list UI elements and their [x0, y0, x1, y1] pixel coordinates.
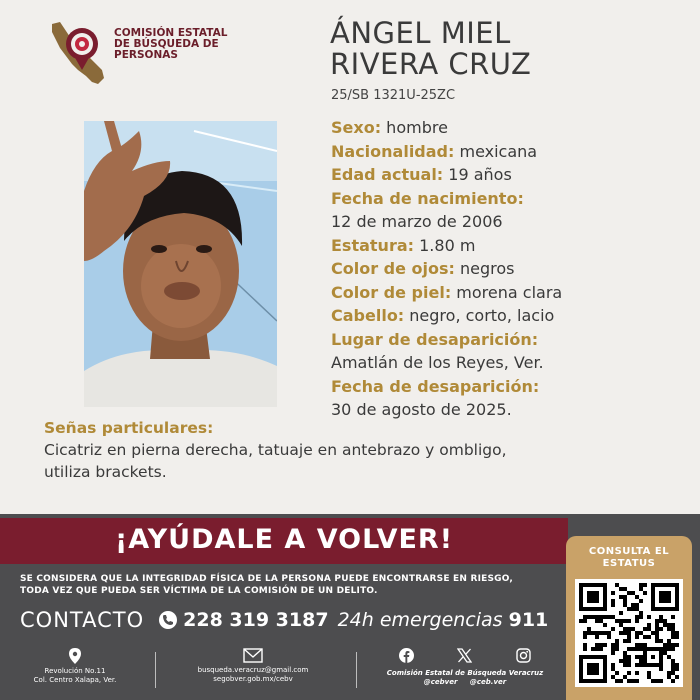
social-icons [380, 648, 550, 666]
location-pin-icon [69, 648, 81, 664]
contact-label: CONTACTO [20, 608, 145, 632]
case-code: 25/SB 1321U-25ZC [331, 88, 456, 103]
detail-label: Cabello: [331, 306, 405, 325]
person-photo [84, 121, 277, 407]
contact-phone[interactable]: 228 319 3187 [183, 609, 329, 631]
detail-label: Fecha de desaparición: [331, 376, 540, 396]
detail-value: negro, corto, lacio [404, 306, 555, 325]
detail-label: Sexo: [331, 118, 382, 137]
risk-warning-line: TODA VEZ QUE PUEDA SER VÍCTIMA DE LA COMISIÓN DE UN DELITO. [20, 586, 378, 596]
social-handle[interactable]: @ceb.ver [469, 678, 507, 686]
risk-warning [20, 573, 560, 597]
detail-value: 19 años [443, 165, 512, 184]
distinguishing-marks-text: Cicatriz en pierna derecha, tatuaje en antebrazo y ombligo, [44, 441, 507, 459]
social-handles [380, 678, 550, 687]
footer-info [0, 648, 565, 696]
detail-value: morena clara [451, 282, 563, 302]
distinguishing-marks-text: utiliza brackets. [44, 463, 167, 481]
instagram-icon[interactable] [516, 648, 531, 663]
x-icon[interactable] [457, 648, 472, 663]
emergency-text: 24h emergencias [337, 609, 503, 631]
person-name [330, 18, 531, 80]
qr-code-image[interactable] [579, 583, 679, 683]
social-block [380, 648, 550, 687]
email-link[interactable]: busqueda.veracruz@gmail.com [197, 666, 309, 674]
detail-value: Amatlán de los Reyes, Ver. [331, 353, 544, 372]
detail-value: 1.80 m [414, 235, 476, 255]
detail-label: Edad actual: [331, 165, 444, 184]
detail-value: negros [454, 259, 515, 278]
envelope-icon [243, 648, 263, 663]
footer-divider [356, 652, 357, 688]
org-name-line: DE BÚSQUEDA DE [114, 38, 219, 50]
facebook-icon[interactable] [399, 648, 414, 663]
contact-row [20, 608, 565, 632]
social-name: Comisión Estatal de Búsqueda Veracruz [386, 669, 544, 677]
detail-value: mexicana [454, 141, 538, 161]
detail-line [331, 234, 691, 258]
footer-divider [155, 652, 156, 688]
website-link[interactable]: segobver.gob.mx/cebv [213, 675, 293, 683]
detail-line [331, 351, 691, 375]
emergency-number[interactable]: 911 [508, 609, 549, 631]
qr-code[interactable] [575, 579, 683, 687]
detail-line [331, 328, 691, 352]
detail-line [331, 140, 691, 164]
veracruz-map-logo-icon [48, 20, 106, 88]
address-line: Col. Centro Xalapa, Ver. [33, 676, 117, 684]
detail-line [331, 116, 691, 140]
status-panel-title-line: CONSULTA EL [588, 546, 670, 557]
person-details [331, 116, 691, 422]
detail-line [331, 281, 691, 305]
detail-line [331, 210, 691, 234]
detail-line [331, 257, 691, 281]
help-banner-text: ¡AYÚDALE A VOLVER! [114, 524, 454, 555]
person-name-line: ÁNGEL MIEL [330, 16, 511, 50]
person-name-line: RIVERA CRUZ [330, 47, 532, 81]
detail-line [331, 375, 691, 399]
detail-value: 12 de marzo de 2006 [331, 212, 503, 231]
risk-warning-line: SE CONSIDERA QUE LA INTEGRIDAD FÍSICA DE LA PERSONA PUEDE ENCONTRARSE EN RIESGO, [20, 574, 514, 584]
detail-label: Estatura: [331, 235, 415, 255]
address-block [20, 648, 130, 685]
org-name [114, 28, 227, 61]
detail-label: Lugar de desaparición: [331, 329, 539, 349]
distinguishing-marks [44, 418, 684, 483]
distinguishing-marks-label: Señas particulares: [44, 419, 214, 437]
detail-line [331, 187, 691, 211]
social-handle[interactable]: @cebver [423, 678, 458, 686]
status-panel-title-line: ESTATUS [602, 558, 656, 569]
address-line: Revolución No.11 [44, 667, 106, 675]
org-logo [48, 20, 248, 90]
detail-value: 30 de agosto de 2025. [331, 400, 512, 419]
detail-label: Nacionalidad: [331, 141, 455, 161]
detail-label: Color de ojos: [331, 259, 455, 278]
phone-icon [158, 610, 178, 630]
detail-value: hombre [381, 118, 448, 137]
email-block [178, 648, 328, 684]
person-photo-image [84, 121, 277, 407]
org-name-line: PERSONAS [114, 49, 178, 61]
status-panel-title [566, 546, 692, 570]
org-name-line: COMISIÓN ESTATAL [114, 27, 228, 39]
detail-label: Color de piel: [331, 282, 452, 302]
detail-label: Fecha de nacimiento: [331, 188, 524, 208]
detail-line [331, 163, 691, 187]
detail-line [331, 304, 691, 328]
